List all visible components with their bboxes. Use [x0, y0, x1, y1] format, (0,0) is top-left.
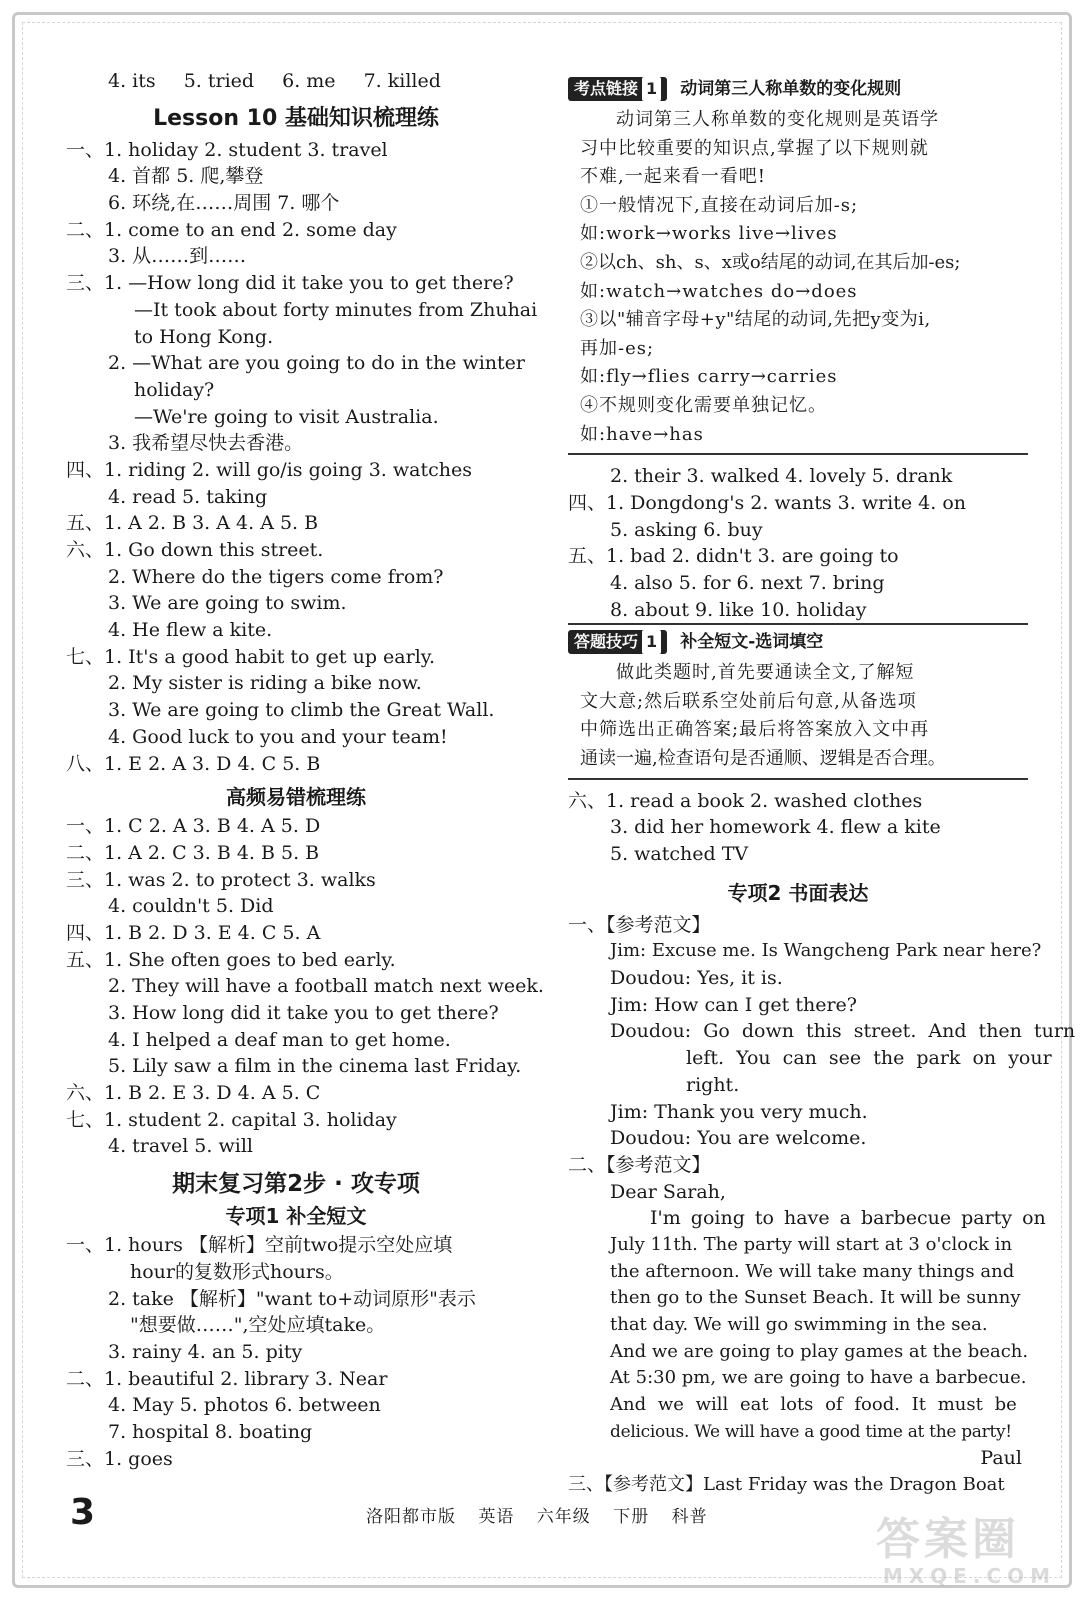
answer-line: 三、1. —How long did it take you to get there?	[66, 272, 514, 295]
answer-line: 二、1. beautiful 2. library 3. Near	[66, 1367, 388, 1390]
answer-line: 一、1. holiday 2. student 3. travel	[66, 138, 388, 161]
answer-tip-tag: 答题技巧 1	[568, 630, 667, 654]
divider	[568, 453, 1028, 455]
knowledge-link-tag: 考点链接 1	[568, 77, 667, 101]
answer-line: 3. We are going to swim.	[108, 592, 347, 615]
answer-line: 4. its 5. tried 6. me 7. killed	[108, 70, 441, 92]
essay-line: And we will eat lots of food. It must be	[610, 1394, 1017, 1416]
tip-line: 文大意;然后联系空处前后句意,从备选项	[580, 690, 917, 712]
answer-line: 四、1. Dongdong's 2. wants 3. write 4. on	[568, 491, 967, 514]
essay-line: the afternoon. We will take many things and	[610, 1260, 1015, 1282]
answer-line: hour的复数形式hours。	[130, 1260, 344, 1283]
answer-line: 四、1. riding 2. will go/is going 3. watches	[66, 458, 472, 481]
answer-line: 六、1. Go down this street.	[66, 539, 324, 561]
answer-line: 一、1. C 2. A 3. B 4. A 5. D	[66, 815, 321, 838]
answer-line: 三、1. goes	[66, 1447, 173, 1470]
answer-line: 4. couldn't 5. Did	[108, 895, 274, 918]
answer-line: to Hong Kong.	[134, 325, 274, 348]
rule-line: 如:watch→watches do→does	[580, 280, 858, 302]
section-title: 专项2 书面表达	[727, 880, 869, 905]
rule-line: ②以ch、sh、s、x或o结尾的动词,在其后加-es;	[580, 251, 961, 273]
unit-title: 期末复习第2步 · 攻专项	[172, 1171, 420, 1198]
essay-line: right.	[686, 1073, 740, 1096]
answer-line: 5. Lily saw a film in the cinema last Friday.	[108, 1055, 522, 1078]
footer-text: 洛阳都市版 英语 六年级 下册 科普	[366, 1507, 708, 1527]
essay-line: I'm going to have a barbecue party on	[650, 1207, 1046, 1230]
page-number: 3	[70, 1492, 96, 1533]
rule-line: 如:work→works live→lives	[580, 223, 838, 245]
section-title: 高频易错梳理练	[226, 785, 366, 810]
tip-box	[568, 659, 1028, 773]
essay-line: Jim: Excuse me. Is Wangcheng Park near here?	[610, 940, 1042, 962]
answer-line: 五、1. She often goes to bed early.	[66, 948, 396, 971]
rule-line: ①一般情况下,直接在动词后加-s;	[580, 194, 859, 216]
essay-line: Doudou: Go down this street. And then turn	[610, 1020, 1076, 1043]
answer-line: —It took about forty minutes from Zhuhai	[134, 298, 538, 321]
answer-line: 3. 我希望尽快去香港。	[108, 432, 304, 455]
answer-line: 七、1. It's a good habit to get up early.	[66, 645, 436, 668]
essay-line: 一、【参考范文】	[568, 913, 711, 936]
watermark-logo: 答案圈 MXQE.COM	[876, 1514, 1056, 1588]
answer-line: 4. May 5. photos 6. between	[108, 1394, 381, 1417]
rule-line: ③以"辅音字母+y"结尾的动词,先把y变为i,	[580, 309, 931, 331]
rule-line: 如:have→has	[580, 423, 704, 445]
answer-line: 5. watched TV	[610, 843, 749, 865]
essay-line: Doudou: You are welcome.	[610, 1127, 867, 1150]
essay-signature: Paul	[980, 1447, 1022, 1470]
answer-line: 6. 环绕,在……周围 7. 哪个	[108, 192, 340, 215]
essay-line: that day. We will go swimming in the sea.	[610, 1314, 988, 1335]
answer-line: 4. read 5. taking	[108, 485, 268, 508]
answer-line: 二、1. come to an end 2. some day	[66, 218, 397, 241]
tip-line: 做此类题时,首先要通读全文,了解短	[616, 662, 915, 684]
answer-line: holiday?	[134, 378, 215, 401]
left-column	[66, 68, 544, 1472]
essay-line: And we are going to play games at the beach.	[610, 1340, 1029, 1362]
essay-line: left. You can see the park on your	[686, 1047, 1052, 1070]
answer-line: 一、1. hours 【解析】空前two提示空处应填	[66, 1234, 453, 1257]
answer-line: 3. How long did it take you to get there?	[108, 1002, 499, 1024]
answer-line: 4. 首都 5. 爬,攀登	[108, 165, 264, 188]
rule-line: 习中比较重要的知识点,掌握了以下规则就	[580, 137, 929, 159]
essay-line: Doudou: Yes, it is.	[610, 967, 783, 990]
answer-line: 2. take 【解析】"want to+动词原形"表示	[108, 1287, 476, 1310]
answer-line: 5. asking 6. buy	[610, 518, 763, 541]
answer-line: 2. They will have a football match next week.	[108, 975, 544, 998]
answer-line: 六、1. B 2. E 3. D 4. A 5. C	[66, 1082, 321, 1105]
answer-line: 七、1. student 2. capital 3. holiday	[66, 1108, 397, 1131]
lesson-title: Lesson 10 基础知识梳理练	[153, 105, 439, 131]
essay-line: 二、【参考范文】	[568, 1153, 711, 1176]
knowledge-link-header	[568, 72, 1028, 106]
rule-line: ④不规则变化需要单独记忆。	[580, 394, 827, 416]
essay-line: Dear Sarah,	[610, 1180, 726, 1203]
essay-line: July 11th. The party will start at 3 o'clock in	[610, 1233, 1013, 1255]
answer-line: 4. also 5. for 6. next 7. bring	[610, 571, 885, 594]
rule-line: 动词第三人称单数的变化规则是英语学	[616, 109, 939, 130]
answer-line: 3. We are going to climb the Great Wall.	[108, 699, 495, 722]
answer-line: 四、1. B 2. D 3. E 4. C 5. A	[66, 921, 321, 944]
answer-line: 4. I helped a deaf man to get home.	[108, 1028, 451, 1051]
right-column	[568, 72, 1076, 1499]
answer-line: 2. their 3. walked 4. lovely 5. drank	[610, 465, 953, 488]
answer-line: 六、1. read a book 2. washed clothes	[568, 789, 923, 812]
essay-line: 三、【参考范文】Last Friday was the Dragon Boat	[568, 1474, 1005, 1496]
answer-line: 2. My sister is riding a bike now.	[108, 672, 422, 695]
tip-line: 中筛选出正确答案;最后将答案放入文中再	[580, 719, 930, 741]
answer-line: 7. hospital 8. boating	[108, 1420, 313, 1443]
essay-line: delicious. We will have a good time at the party!	[610, 1421, 1012, 1442]
answer-tip-header	[568, 623, 1028, 659]
rule-line: 不难,一起来看一看吧!	[580, 166, 766, 188]
answer-line: 2. Where do the tigers come from?	[108, 565, 444, 588]
answer-line: 3. did her homework 4. flew a kite	[610, 816, 941, 839]
essay-line: Jim: Thank you very much.	[610, 1100, 868, 1123]
answer-line: "想要做……",空处应填take。	[130, 1314, 386, 1337]
essay-line: Jim: How can I get there?	[610, 993, 857, 1016]
tip-line: 通读一遍,检查语句是否通顺、逻辑是否合理。	[580, 748, 946, 770]
answer-line: 2. —What are you going to do in the winter	[108, 352, 525, 375]
essay-line: At 5:30 pm, we are going to have a barbecue.	[610, 1367, 1027, 1389]
answer-line: 4. travel 5. will	[108, 1135, 253, 1158]
answer-line: 4. Good luck to you and your team!	[108, 725, 448, 748]
answer-line: 8. about 9. like 10. holiday	[610, 598, 867, 621]
answer-line: 3. 从……到……	[108, 245, 247, 268]
knowledge-link-title: 动词第三人称单数的变化规则	[680, 79, 902, 99]
section-title: 专项1 补全短文	[225, 1204, 367, 1229]
answer-line: 五、1. bad 2. didn't 3. are going to	[568, 545, 899, 568]
answer-line: 八、1. E 2. A 3. D 4. C 5. B	[66, 752, 321, 775]
answer-line: 3. rainy 4. an 5. pity	[108, 1340, 303, 1363]
rule-line: 再加-es;	[580, 337, 655, 359]
answer-line: 4. He flew a kite.	[108, 619, 273, 642]
answer-line: 二、1. A 2. C 3. B 4. B 5. B	[66, 841, 320, 864]
rule-box	[568, 106, 1028, 449]
divider	[568, 778, 1028, 780]
rule-line: 如:fly→flies carry→carries	[580, 366, 838, 388]
essay-line: then go to the Sunset Beach. It will be sunny	[610, 1287, 1021, 1309]
answer-line: —We're going to visit Australia.	[134, 405, 439, 428]
answer-line: 五、1. A 2. B 3. A 4. A 5. B	[66, 512, 319, 535]
answer-tip-title: 补全短文-选词填空	[680, 632, 824, 653]
answer-line: 三、1. was 2. to protect 3. walks	[66, 868, 376, 891]
